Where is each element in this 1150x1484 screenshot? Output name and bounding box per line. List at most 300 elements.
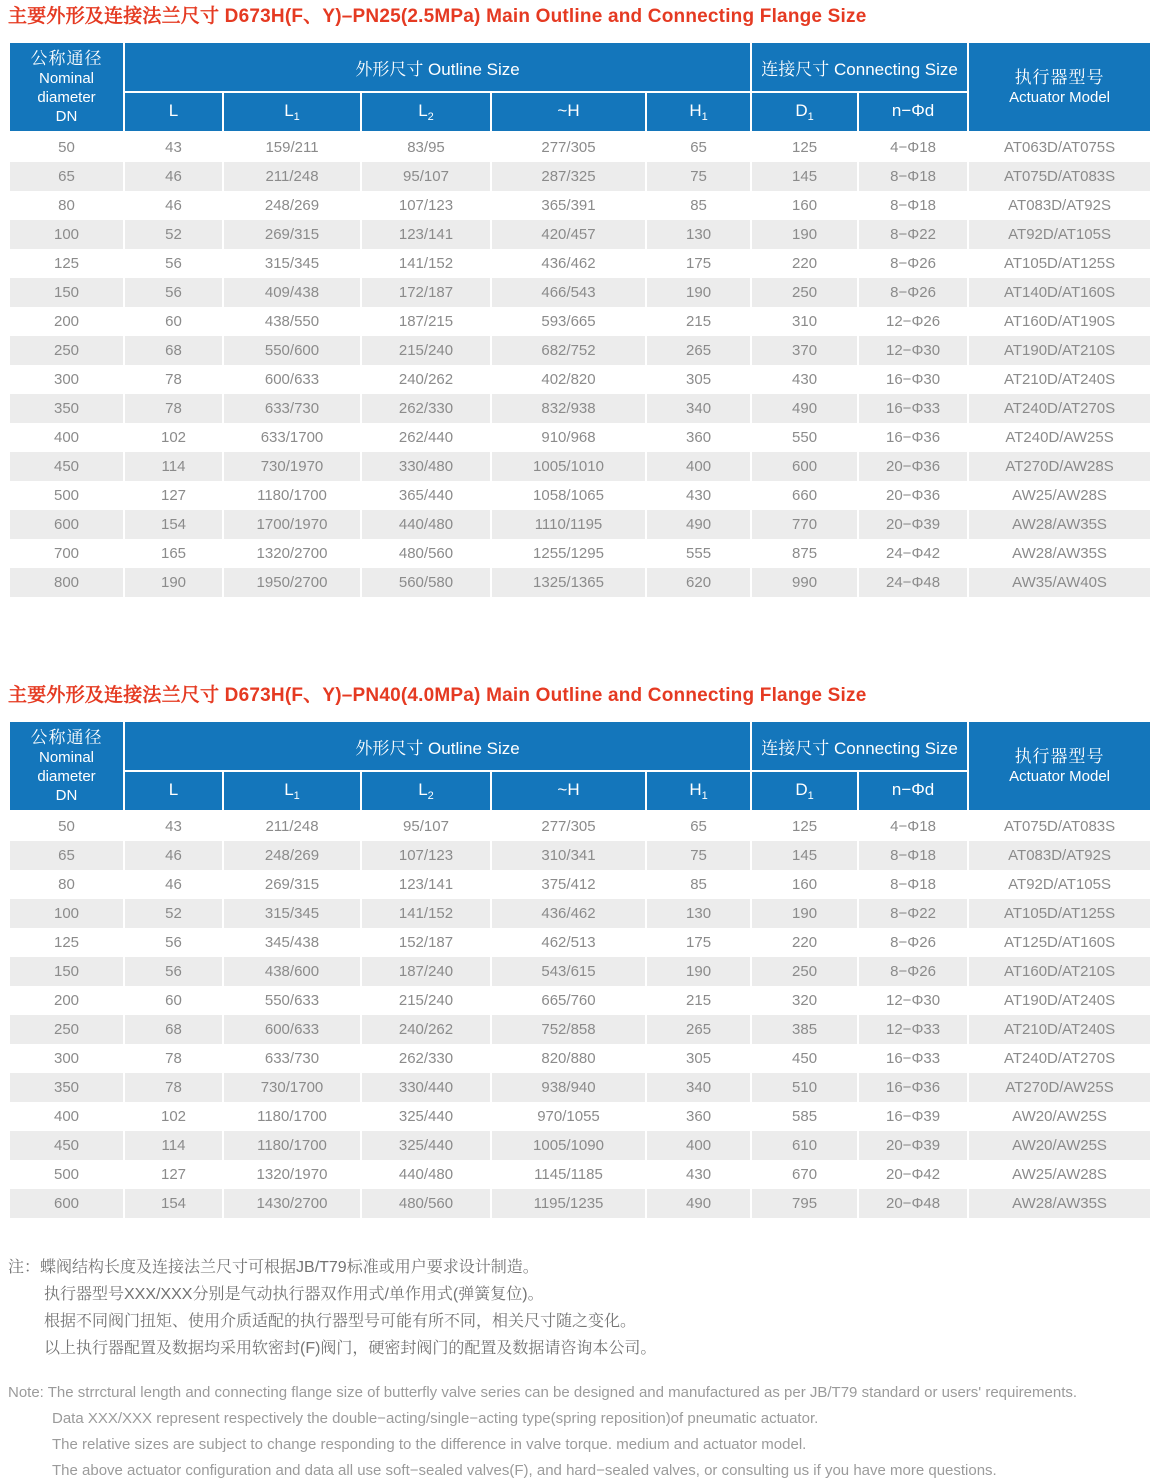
table-cell: 585 [751, 1102, 858, 1131]
note-text: The strrctural length and connecting flange size of butterfly valve series can be designed and manufactured as per JB/T79 standard or users' requirements. [47, 1384, 1078, 1401]
table-row [9, 539, 1150, 568]
table-cell: 56 [124, 928, 223, 957]
table-cell: 43 [124, 811, 223, 841]
table-cell: 175 [646, 928, 751, 957]
table-cell: 65 [646, 811, 751, 841]
note-label: Note: [8, 1384, 44, 1401]
table-cell: 400 [646, 1131, 751, 1160]
table-cell: 287/325 [491, 162, 646, 191]
table-row [9, 841, 1150, 870]
table-cell: 752/858 [491, 1015, 646, 1044]
table-cell: 262/440 [361, 423, 491, 452]
table-cell: 365/440 [361, 481, 491, 510]
table-row [9, 1102, 1150, 1131]
table-cell: AT240D/AT270S [968, 1044, 1150, 1073]
table-cell: 16−Φ33 [858, 1044, 968, 1073]
table-cell: 150 [9, 957, 124, 986]
table-cell: 1110/1195 [491, 510, 646, 539]
note-line: Data XXX/XXX represent respectively the double−acting/single−acting type(spring reposition)of pneumatic actuator. [52, 1410, 819, 1427]
col-header-h1: $H_1$ [646, 92, 751, 132]
table-cell: 1430/2700 [223, 1189, 361, 1218]
table-cell: 123/141 [361, 870, 491, 899]
table-cell: 1700/1970 [223, 510, 361, 539]
table-cell: 730/1700 [223, 1073, 361, 1102]
table-cell: 16−Φ39 [858, 1102, 968, 1131]
table-cell: 50 [9, 811, 124, 841]
table-cell: 350 [9, 1073, 124, 1102]
table-cell: 220 [751, 928, 858, 957]
table-row [9, 1189, 1150, 1218]
table-cell: AT210D/AT240S [968, 1015, 1150, 1044]
table-cell: 600 [751, 452, 858, 481]
table-cell: 215 [646, 307, 751, 336]
table-cell: 190 [124, 568, 223, 597]
group-header-connecting-size: 连接尺寸 Connecting Size [751, 721, 968, 771]
table-cell: 305 [646, 1044, 751, 1073]
table-row [9, 423, 1150, 452]
col-header-nominal-diameter: 公称通径 Nominal diameter DN [9, 721, 124, 811]
pn40-table [8, 720, 1150, 1218]
table-cell: 400 [646, 452, 751, 481]
table-cell: 95/107 [361, 811, 491, 841]
table-cell: 78 [124, 1044, 223, 1073]
table-cell: 125 [751, 811, 858, 841]
table-cell: 190 [646, 957, 751, 986]
col-header-actuator-model: 执行器型号 Actuator Model [968, 721, 1150, 811]
note-line: 根据不同阀门扭矩、使用介质适配的执行器型号可能有所不同，相关尺寸随之变化。 [44, 1313, 637, 1330]
table-cell: 600 [9, 510, 124, 539]
table-cell: 125 [9, 249, 124, 278]
table-cell: 215 [646, 986, 751, 1015]
table-cell: 593/665 [491, 307, 646, 336]
table-cell: 75 [646, 162, 751, 191]
table-cell: 24−Φ42 [858, 539, 968, 568]
table-cell: 440/480 [361, 1160, 491, 1189]
note-line [8, 1380, 1150, 1406]
notes-english [8, 1380, 1150, 1484]
table-cell: 85 [646, 191, 751, 220]
table-cell: 20−Φ36 [858, 452, 968, 481]
table-cell: 490 [646, 510, 751, 539]
col-header-l1: $L_1$ [223, 771, 361, 811]
note-line: The above actuator configuration and data all use soft−sealed valves(F), and hard−sealed valves, or consulting us if you have more questions. [52, 1462, 997, 1479]
table-cell: 315/345 [223, 899, 361, 928]
table-cell: 215/240 [361, 986, 491, 1015]
table-row [9, 811, 1150, 841]
table-cell: 500 [9, 1160, 124, 1189]
table-cell: AW25/AW28S [968, 481, 1150, 510]
table-cell: 510 [751, 1073, 858, 1102]
table-cell: 8−Φ18 [858, 162, 968, 191]
table-cell: 450 [9, 452, 124, 481]
table-cell: 436/462 [491, 249, 646, 278]
table-cell: 665/760 [491, 986, 646, 1015]
table-cell: 160 [751, 191, 858, 220]
pn25-table-header [9, 42, 1150, 132]
table-cell: 123/141 [361, 220, 491, 249]
table-cell: 46 [124, 870, 223, 899]
table-cell: 330/440 [361, 1073, 491, 1102]
table-cell: 600/633 [223, 1015, 361, 1044]
table-cell: 330/480 [361, 452, 491, 481]
table-cell: 1325/1365 [491, 568, 646, 597]
table-cell: 430 [646, 481, 751, 510]
table-row [9, 162, 1150, 191]
table-cell: AT140D/AT160S [968, 278, 1150, 307]
table-cell: 970/1055 [491, 1102, 646, 1131]
table-cell: 150 [9, 278, 124, 307]
table-cell: 875 [751, 539, 858, 568]
table-cell: 600/633 [223, 365, 361, 394]
table-cell: 46 [124, 841, 223, 870]
table-cell: 43 [124, 132, 223, 162]
table-cell: 436/462 [491, 899, 646, 928]
table-cell: 633/1700 [223, 423, 361, 452]
table-cell: 100 [9, 220, 124, 249]
table-cell: 480/560 [361, 539, 491, 568]
table-cell: AT190D/AT240S [968, 986, 1150, 1015]
col-header-l2: $L_2$ [361, 92, 491, 132]
table-cell: 250 [751, 278, 858, 307]
col-header-h: ~H [491, 92, 646, 132]
table-cell: 80 [9, 191, 124, 220]
table-cell: 550/633 [223, 986, 361, 1015]
table-cell: 633/730 [223, 1044, 361, 1073]
table-cell: 795 [751, 1189, 858, 1218]
table-cell: 633/730 [223, 394, 361, 423]
table-cell: 78 [124, 365, 223, 394]
table-cell: 211/248 [223, 162, 361, 191]
table-cell: 20−Φ36 [858, 481, 968, 510]
table-cell: AT160D/AT210S [968, 957, 1150, 986]
table-cell: 175 [646, 249, 751, 278]
table-row [9, 191, 1150, 220]
table-cell: AT270D/AW25S [968, 1073, 1150, 1102]
table-cell: 65 [9, 841, 124, 870]
table-cell: 8−Φ26 [858, 278, 968, 307]
table-cell: 1058/1065 [491, 481, 646, 510]
table-cell: AT083D/AT92S [968, 191, 1150, 220]
table-cell: 345/438 [223, 928, 361, 957]
table-cell: 12−Φ26 [858, 307, 968, 336]
table-cell: AT210D/AT240S [968, 365, 1150, 394]
table-cell: 250 [9, 336, 124, 365]
table-cell: 770 [751, 510, 858, 539]
table-cell: 24−Φ48 [858, 568, 968, 597]
table-cell: 480/560 [361, 1189, 491, 1218]
table-cell: 670 [751, 1160, 858, 1189]
table-cell: 700 [9, 539, 124, 568]
table-cell: 114 [124, 452, 223, 481]
col-header-d1: $D_1$ [751, 92, 858, 132]
table-cell: 490 [646, 1189, 751, 1218]
table-cell: 12−Φ30 [858, 986, 968, 1015]
table-cell: AW28/AW35S [968, 510, 1150, 539]
table-cell: 1005/1090 [491, 1131, 646, 1160]
table-cell: AT160D/AT190S [968, 307, 1150, 336]
group-header-outline-size: 外形尺寸 Outline Size [124, 42, 751, 92]
pn25-table [8, 41, 1150, 597]
col-header-actuator-model: 执行器型号 Actuator Model [968, 42, 1150, 132]
pn25-table-body [9, 132, 1150, 597]
table-cell: 1195/1235 [491, 1189, 646, 1218]
table-cell: 141/152 [361, 249, 491, 278]
table-cell: 145 [751, 162, 858, 191]
table-cell: 262/330 [361, 394, 491, 423]
table-cell: 450 [9, 1131, 124, 1160]
table-cell: 325/440 [361, 1102, 491, 1131]
table-cell: 190 [751, 220, 858, 249]
table-cell: 80 [9, 870, 124, 899]
table-cell: 12−Φ30 [858, 336, 968, 365]
table-cell: 550/600 [223, 336, 361, 365]
table-row [9, 1044, 1150, 1073]
col-header-l: L [124, 92, 223, 132]
table-cell: 95/107 [361, 162, 491, 191]
table-cell: 990 [751, 568, 858, 597]
table-cell: 262/330 [361, 1044, 491, 1073]
table-cell: 269/315 [223, 220, 361, 249]
table-cell: 211/248 [223, 811, 361, 841]
table-cell: 56 [124, 249, 223, 278]
table-cell: AT083D/AT92S [968, 841, 1150, 870]
table-cell: 1255/1295 [491, 539, 646, 568]
table-cell: 20−Φ39 [858, 510, 968, 539]
table-cell: 310/341 [491, 841, 646, 870]
table-cell: 85 [646, 870, 751, 899]
table-row [9, 568, 1150, 597]
table-cell: 490 [751, 394, 858, 423]
table-cell: 240/262 [361, 365, 491, 394]
table-cell: 12−Φ33 [858, 1015, 968, 1044]
table-cell: 187/215 [361, 307, 491, 336]
pn40-table-body [9, 811, 1150, 1218]
table-cell: 365/391 [491, 191, 646, 220]
table-cell: AW28/AW35S [968, 539, 1150, 568]
table-cell: 8−Φ18 [858, 870, 968, 899]
table-cell: AT105D/AT125S [968, 249, 1150, 278]
table-cell: 83/95 [361, 132, 491, 162]
table-cell: 68 [124, 336, 223, 365]
table-cell: 1320/2700 [223, 539, 361, 568]
col-header-n-phi-d: n−Φd [858, 771, 968, 811]
table-cell: 1950/2700 [223, 568, 361, 597]
table-cell: 555 [646, 539, 751, 568]
table-cell: 450 [751, 1044, 858, 1073]
table-cell: 75 [646, 841, 751, 870]
col-header-l2: $L_2$ [361, 771, 491, 811]
table-cell: 430 [751, 365, 858, 394]
table-cell: 466/543 [491, 278, 646, 307]
table-cell: 832/938 [491, 394, 646, 423]
table-row [9, 278, 1150, 307]
table-cell: AT240D/AT270S [968, 394, 1150, 423]
table-cell: 16−Φ36 [858, 423, 968, 452]
table-cell: 8−Φ26 [858, 928, 968, 957]
table-cell: 400 [9, 423, 124, 452]
note-label: 注： [8, 1259, 41, 1276]
table-cell: 265 [646, 336, 751, 365]
table-cell: 300 [9, 365, 124, 394]
table-row [9, 1073, 1150, 1102]
table-cell: 56 [124, 957, 223, 986]
table-cell: 78 [124, 1073, 223, 1102]
table-cell: 68 [124, 1015, 223, 1044]
table-cell: 60 [124, 307, 223, 336]
table-cell: 1180/1700 [223, 481, 361, 510]
col-header-l1: $L_1$ [223, 92, 361, 132]
table-cell: 550 [751, 423, 858, 452]
table-cell: 46 [124, 191, 223, 220]
table-cell: 370 [751, 336, 858, 365]
table-row [9, 928, 1150, 957]
table-cell: 130 [646, 220, 751, 249]
table-cell: AW25/AW28S [968, 1160, 1150, 1189]
note-line [8, 1254, 1150, 1281]
table-cell: 60 [124, 986, 223, 1015]
table-cell: AT92D/AT105S [968, 220, 1150, 249]
table-cell: 820/880 [491, 1044, 646, 1073]
table-cell: 360 [646, 1102, 751, 1131]
table-cell: 269/315 [223, 870, 361, 899]
table-cell: AT105D/AT125S [968, 899, 1150, 928]
table-cell: 215/240 [361, 336, 491, 365]
table-cell: 114 [124, 1131, 223, 1160]
table-cell: 125 [9, 928, 124, 957]
group-header-connecting-size: 连接尺寸 Connecting Size [751, 42, 968, 92]
table-cell: 8−Φ18 [858, 841, 968, 870]
table-row [9, 870, 1150, 899]
table-cell: 130 [646, 899, 751, 928]
table-cell: 730/1970 [223, 452, 361, 481]
table-cell: 8−Φ22 [858, 899, 968, 928]
table-row [9, 336, 1150, 365]
table-cell: 16−Φ33 [858, 394, 968, 423]
table-cell: 340 [646, 1073, 751, 1102]
table-cell: 462/513 [491, 928, 646, 957]
table-cell: 600 [9, 1189, 124, 1218]
note-text: 蝶阀结构长度及连接法兰尺寸可根据JB/T79标准或用户要求设计制造。 [40, 1259, 539, 1276]
table-cell: 265 [646, 1015, 751, 1044]
table-cell: 102 [124, 1102, 223, 1131]
table-cell: 385 [751, 1015, 858, 1044]
table-cell: 50 [9, 132, 124, 162]
table-cell: 159/211 [223, 132, 361, 162]
col-header-h1: $H_1$ [646, 771, 751, 811]
table-cell: AT125D/AT160S [968, 928, 1150, 957]
table-cell: 248/269 [223, 841, 361, 870]
table-row [9, 365, 1150, 394]
table-cell: 420/457 [491, 220, 646, 249]
table-cell: 543/615 [491, 957, 646, 986]
table-cell: 800 [9, 568, 124, 597]
table-row [9, 957, 1150, 986]
table-cell: 320 [751, 986, 858, 1015]
table-cell: 305 [646, 365, 751, 394]
table-row [9, 1131, 1150, 1160]
table-row [9, 452, 1150, 481]
table-cell: 8−Φ26 [858, 249, 968, 278]
table-cell: 430 [646, 1160, 751, 1189]
table-cell: 400 [9, 1102, 124, 1131]
table-cell: 938/940 [491, 1073, 646, 1102]
col-header-n-phi-d: n−Φd [858, 92, 968, 132]
table-cell: 610 [751, 1131, 858, 1160]
table-row [9, 307, 1150, 336]
table-row [9, 481, 1150, 510]
table-cell: 154 [124, 510, 223, 539]
table-cell: 500 [9, 481, 124, 510]
table-cell: 141/152 [361, 899, 491, 928]
table-cell: 682/752 [491, 336, 646, 365]
table-cell: 310 [751, 307, 858, 336]
table-row [9, 249, 1150, 278]
table-cell: 65 [646, 132, 751, 162]
table-cell: 65 [9, 162, 124, 191]
table-cell: 20−Φ39 [858, 1131, 968, 1160]
table-cell: 910/968 [491, 423, 646, 452]
table-cell: 200 [9, 986, 124, 1015]
table-cell: 325/440 [361, 1131, 491, 1160]
table-cell: 8−Φ18 [858, 191, 968, 220]
table-cell: 107/123 [361, 841, 491, 870]
table-row [9, 1015, 1150, 1044]
table-cell: 8−Φ26 [858, 957, 968, 986]
table-cell: 172/187 [361, 278, 491, 307]
table-cell: 100 [9, 899, 124, 928]
table-row [9, 220, 1150, 249]
table-cell: 240/262 [361, 1015, 491, 1044]
table-cell: 277/305 [491, 132, 646, 162]
table-cell: 1180/1700 [223, 1102, 361, 1131]
group-header-outline-size: 外形尺寸 Outline Size [124, 721, 751, 771]
table-cell: 190 [646, 278, 751, 307]
table-cell: 200 [9, 307, 124, 336]
col-header-l: L [124, 771, 223, 811]
pn40-table-header [9, 721, 1150, 811]
table-cell: 560/580 [361, 568, 491, 597]
table-cell: 248/269 [223, 191, 361, 220]
table-cell: 52 [124, 220, 223, 249]
table-cell: 438/600 [223, 957, 361, 986]
table-cell: 127 [124, 1160, 223, 1189]
table-row [9, 986, 1150, 1015]
table-cell: 1180/1700 [223, 1131, 361, 1160]
table-cell: 409/438 [223, 278, 361, 307]
table-cell: 250 [9, 1015, 124, 1044]
table-cell: AW28/AW35S [968, 1189, 1150, 1218]
table-cell: 187/240 [361, 957, 491, 986]
table-cell: 102 [124, 423, 223, 452]
table-cell: AT075D/AT083S [968, 162, 1150, 191]
note-line: 执行器型号XXX/XXX分别是气动执行器双作用式/单作用式(弹簧复位)。 [44, 1286, 544, 1303]
table-cell: 107/123 [361, 191, 491, 220]
table-cell: 52 [124, 899, 223, 928]
table-cell: 402/820 [491, 365, 646, 394]
table-cell: AT270D/AW28S [968, 452, 1150, 481]
table-cell: 145 [751, 841, 858, 870]
table-row [9, 394, 1150, 423]
table-cell: 152/187 [361, 928, 491, 957]
table-cell: 250 [751, 957, 858, 986]
table-cell: 46 [124, 162, 223, 191]
table-cell: 8−Φ22 [858, 220, 968, 249]
table-cell: 78 [124, 394, 223, 423]
table-cell: AW20/AW25S [968, 1102, 1150, 1131]
table-cell: AT92D/AT105S [968, 870, 1150, 899]
table-cell: 220 [751, 249, 858, 278]
table-row [9, 899, 1150, 928]
